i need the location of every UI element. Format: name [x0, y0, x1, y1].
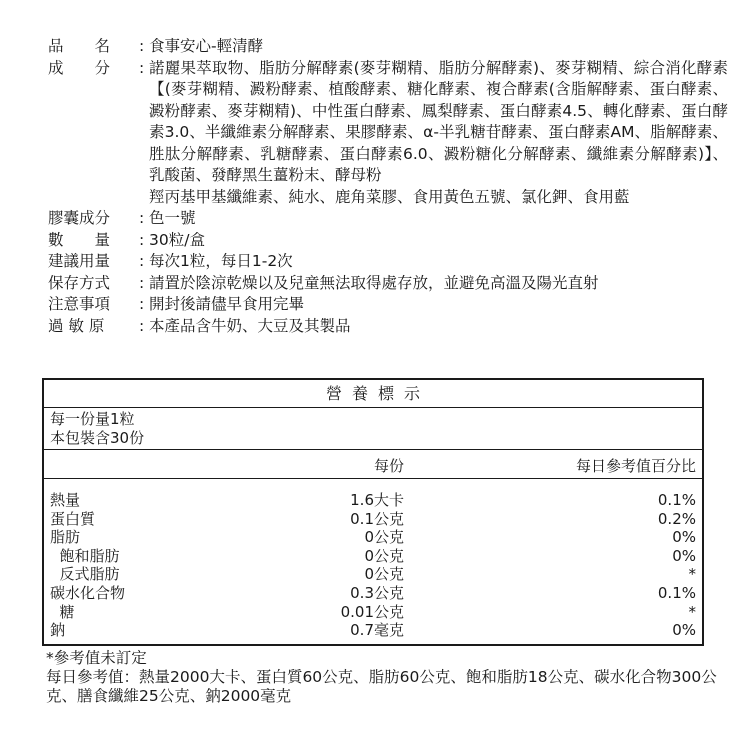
nutrient-daily-value: 0.1% — [657, 491, 696, 509]
info-label: 注意事項 — [48, 295, 111, 313]
nutrient-row — [44, 547, 702, 566]
info-colon: : — [139, 209, 145, 227]
nutrient-row — [44, 528, 702, 547]
nutrient-row — [44, 621, 702, 640]
nutrient-per-serving: 0公克 — [364, 528, 404, 547]
nutrient-name: 脂肪 — [50, 528, 81, 547]
nutrient-name: 反式脂肪 — [50, 565, 120, 584]
info-row-storage — [48, 273, 728, 295]
quantity-value: 30粒/盒 — [149, 230, 205, 249]
nutrient-row — [44, 491, 702, 510]
serving-size: 每一份量1粒 — [50, 410, 135, 428]
nutrient-name: 鈉 — [50, 621, 66, 640]
info-row-capsule — [48, 208, 728, 230]
nutrient-name: 蛋白質 — [50, 509, 96, 528]
info-row-notice — [48, 294, 728, 316]
capsule-value: 色一號 — [149, 209, 196, 227]
dosage-value: 每次1粒，每日1-2次 — [149, 252, 293, 270]
nutrient-daily-value: 0.1% — [657, 583, 696, 602]
nutrient-per-serving: 0公克 — [364, 546, 404, 565]
column-header-per-serving: 每份 — [373, 457, 404, 475]
notice-value: 開封後請儘早食用完畢 — [149, 295, 305, 313]
nutrient-per-serving: 0.3公克 — [350, 583, 404, 602]
info-colon: : — [139, 316, 145, 335]
nutrition-title: 營養標示 — [44, 380, 702, 408]
footnote — [46, 649, 718, 706]
nutrient-daily-value: * — [688, 565, 696, 584]
nutrient-per-serving: 0公克 — [364, 565, 404, 584]
nutrition-rows — [44, 479, 702, 640]
asterisk-note: *參考值未訂定 — [46, 649, 147, 667]
info-label: 品 名 — [48, 37, 111, 55]
info-colon: : — [139, 58, 145, 77]
nutrient-per-serving: 0.7毫克 — [350, 621, 404, 640]
column-header-daily-value: 每日參考值百分比 — [575, 457, 696, 475]
info-label: 過 敏 原 — [48, 316, 105, 335]
allergen-value: 本產品含牛奶、大豆及其製品 — [149, 316, 351, 335]
nutrient-row — [44, 603, 702, 622]
nutrient-row — [44, 510, 702, 529]
info-colon: : — [139, 230, 145, 249]
info-colon: : — [139, 252, 145, 270]
ingredients-value: 諾麗果萃取物、脂肪分解酵素(麥芽糊精、脂肪分解酵素)、麥芽糊精、綜合消化酵素【(麥芽糊精、澱粉酵素、植酸酵素、糖化酵素、複合酵素(含脂解酵素、蛋白酵素、澱粉酵素、麥芽糊精)、中性蛋白酵素、鳳梨酵素、蛋白酵素4.5、轉化酵素、蛋白酵素3.0、半纖維素分解酵素、果膠酵素、α-半乳糖苷酵素、蛋白酵素AM、脂解酵素、胜肽分解酵素、乳糖酵素、蛋白酵素6.0、澱粉糖化分解酵素、纖維素分解酵素)】、乳酸菌、發酵黑生薑粉末、酵母粉 — [149, 58, 728, 184]
ingredients-block — [149, 58, 728, 209]
nutrient-daily-value: 0% — [672, 528, 696, 547]
nutrient-daily-value: 0% — [672, 621, 696, 640]
info-row-name — [48, 36, 728, 58]
nutrition-header-row — [44, 450, 702, 479]
info-label: 數 量 — [48, 230, 111, 249]
info-label: 保存方式 — [48, 273, 111, 292]
nutrition-facts-panel — [42, 378, 704, 646]
nutrient-daily-value: * — [688, 602, 696, 621]
info-label: 建議用量 — [48, 252, 111, 270]
servings-per-package: 本包裝含30份 — [50, 429, 145, 447]
nutrient-name: 碳水化合物 — [50, 583, 126, 602]
nutrient-daily-value: 0.2% — [657, 509, 696, 528]
product-name-value: 食事安心-輕清酵 — [149, 37, 264, 55]
product-info — [48, 36, 728, 337]
nutrient-name: 熱量 — [50, 491, 81, 509]
nutrient-daily-value: 0% — [672, 546, 696, 565]
info-row-ingredients — [48, 58, 728, 209]
nutrient-per-serving: 1.6大卡 — [350, 491, 404, 509]
info-row-allergen — [48, 316, 728, 338]
info-row-dosage — [48, 251, 728, 273]
info-colon: : — [139, 37, 145, 55]
nutrient-per-serving: 0.01公克 — [340, 602, 404, 621]
nutrient-row — [44, 584, 702, 603]
daily-reference-note: 每日參考值：熱量2000大卡、蛋白質60公克、脂肪60公克、飽和脂肪18公克、碳水化合物300公克、膳食纖維25公克、鈉2000毫克 — [46, 668, 717, 705]
info-row-quantity — [48, 230, 728, 252]
nutrient-name: 飽和脂肪 — [50, 546, 120, 565]
ingredients-extra: 羥丙基甲基纖維素、純水、鹿角菜膠、食用黃色五號、氯化鉀、食用藍 — [149, 187, 630, 206]
nutrient-per-serving: 0.1公克 — [350, 509, 404, 528]
info-label: 膠囊成分 — [48, 209, 111, 227]
info-label: 成 分 — [48, 58, 111, 77]
info-colon: : — [139, 295, 145, 313]
serving-info — [44, 408, 702, 450]
nutrient-name: 糖 — [50, 602, 75, 621]
nutrient-row — [44, 565, 702, 584]
storage-value: 請置於陰涼乾燥以及兒童無法取得處存放，並避免高溫及陽光直射 — [149, 273, 599, 292]
info-colon: : — [139, 273, 145, 292]
